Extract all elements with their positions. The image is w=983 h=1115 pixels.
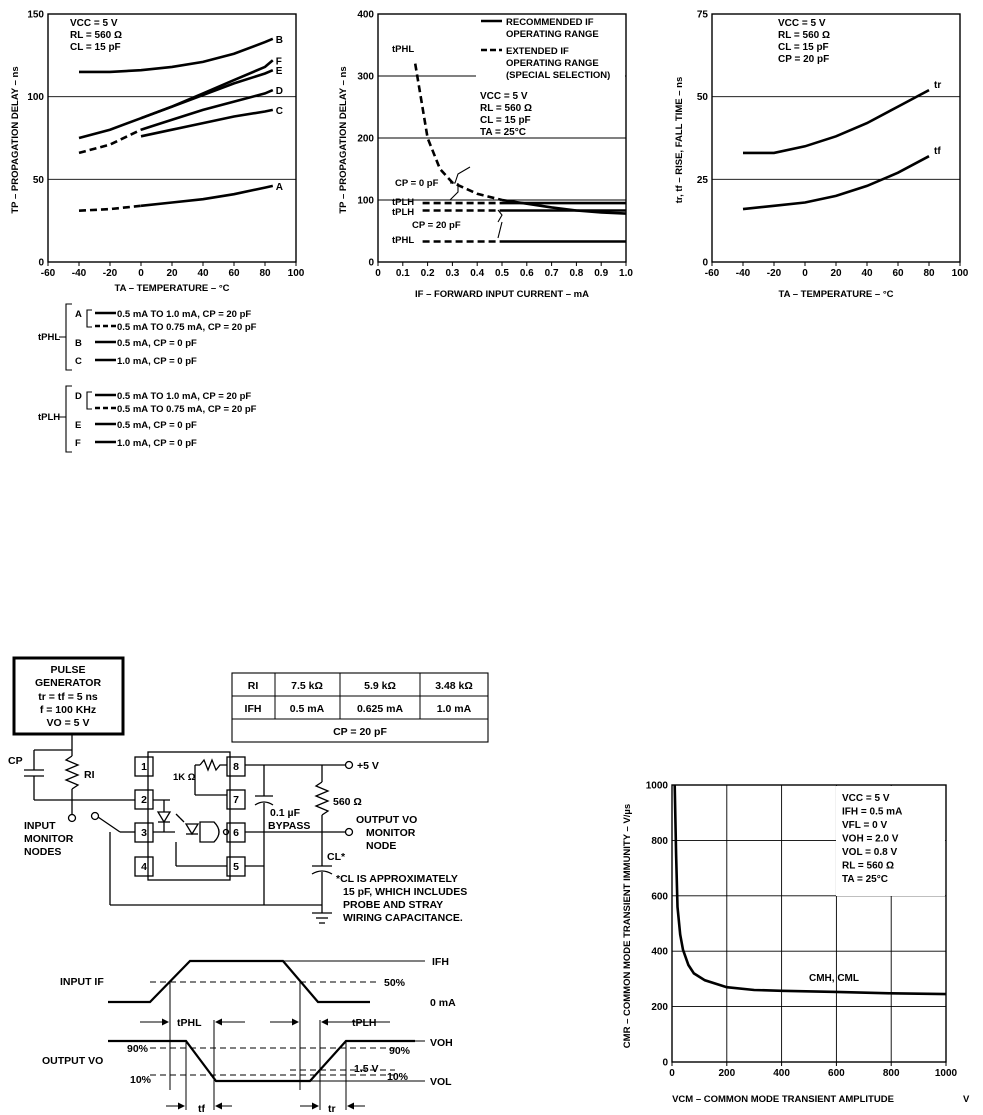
y-tick-label: 1000 [645,780,668,792]
test-circuit [8,658,488,924]
legend-text: 0.5 mA TO 1.0 mA, CP = 20 pF [117,391,252,402]
chart3-tick-labels [697,10,969,280]
x-tick-label: 80 [259,268,271,279]
curve-end-label: F [275,56,282,68]
chart1-x-axis-label: TA – TEMPERATURE – °C [114,283,230,294]
chart1-conditions [70,18,122,53]
x-tick-label: 0.9 [594,268,609,279]
chart4-x-axis-label: VCM – COMMON MODE TRANSIENT AMPLITUDE [672,1094,894,1105]
input-label-1: INPUT [24,820,56,832]
cp20-bracket [498,210,502,238]
curve-end-label: E [275,66,283,78]
series-tf-line [743,156,929,209]
vcc-node [346,762,353,769]
legend-text: 1.0 mA, CP = 0 pF [117,438,197,449]
condition-line: CP = 20 pF [778,54,830,65]
chart2-conditions [480,91,532,138]
x-tick-label: -20 [102,268,118,279]
output-label-3: NODE [366,840,397,852]
table-r-val-3: 3.48 kΩ [435,680,473,692]
x-tick-label: 0 [669,1068,675,1079]
legend-letter: C [75,356,82,367]
chart1-y-axis-label: TP – PROPAGATION DELAY – ns [10,66,21,214]
curve-legend-block [38,304,257,452]
y-tick-label: 400 [357,9,374,21]
chart-propagation-delay-vs-temperature [10,10,305,295]
condition-line: VCC = 5 V [70,18,118,29]
y-tick-label: 50 [32,174,44,186]
curve-label-tphl2: tPHL [392,235,415,246]
x-tick-label: 0 [138,268,144,279]
timing-10-left: 10% [130,1074,152,1086]
output-node [346,829,353,836]
x-tick-label: 0 [375,268,381,279]
timing-voh: VOH [430,1037,453,1049]
cp0-bracket [450,167,470,200]
y-tick-label: 100 [357,195,374,207]
x-tick-label: 0.1 [395,268,410,279]
cl-label: CL* [327,851,346,863]
input-label-3: NODES [24,846,62,858]
resistor-table [232,673,488,742]
y-tick-label: 0 [38,257,44,269]
legend-text: 0.5 mA, CP = 0 pF [117,338,197,349]
y-tick-label: 800 [651,835,668,847]
curve-end-label: A [275,181,283,193]
tplh-brace [66,386,72,452]
legend-text: 0.5 mA, CP = 0 pF [117,420,197,431]
curve-label-tplh1: tPLH [392,197,415,208]
timing-90-right: 90% [389,1045,411,1057]
pin-label: 8 [233,761,239,773]
table-i-val-3: 1.0 mA [436,703,472,715]
curve-end-label: tf [934,146,941,158]
table-i-val-2: 0.625 mA [356,703,404,715]
x-tick-label: 0.4 [470,268,485,279]
x-tick-label: 0.5 [495,268,509,279]
condition-line: RL = 560 Ω [778,30,831,41]
x-tick-label: -40 [71,268,87,279]
pin-label: 6 [233,827,239,839]
y-tick-label: 300 [357,71,374,83]
input-node-1 [69,815,76,822]
y-tick-label: 50 [696,92,708,104]
legend-letter: D [75,391,82,402]
timing-input-label: INPUT IF [60,976,104,988]
x-tick-label: 0.3 [445,268,460,279]
condition-line: TA = 25°C [842,874,888,885]
curve-end-label: D [275,86,283,98]
chart3-frame [712,14,960,262]
legend-tphl-label: tPHL [38,332,61,343]
timing-0ma: 0 mA [430,997,456,1009]
tphl-brace [66,304,72,370]
condition-line: CL = 15 pF [70,42,121,53]
legend-letter: F [75,438,81,449]
curve-end-label: B [275,34,283,46]
legend-extended-3: (SPECIAL SELECTION) [506,70,611,81]
curve-label-tplh2: tPLH [392,207,415,218]
input-label-2: MONITOR [24,833,74,845]
table-r-label: RI [247,680,259,692]
pulse-gen-line-1: PULSE [50,664,86,676]
condition-line: VFL = 0 V [842,820,888,831]
cp-label: CP [8,755,23,767]
condition-line: VOL = 0.8 V [842,847,898,858]
chart4-conditions [842,793,902,885]
y-tick-label: 100 [27,92,44,104]
timing-90-left: 90% [127,1043,149,1055]
legend-extended-2: OPERATING RANGE [506,58,599,69]
legend-text: 0.5 mA TO 1.0 mA, CP = 20 pF [117,309,252,320]
chart1-grid [48,97,296,266]
x-tick-label: 100 [951,268,969,279]
cap-label-2: BYPASS [268,820,311,832]
y-tick-label: 25 [696,174,708,186]
timing-diagram [42,956,456,1115]
chart3-x-axis-label: TA – TEMPERATURE – °C [778,289,894,300]
r1k-label: 1K Ω [173,772,196,783]
pulse-gen-line-5: VO = 5 V [46,717,90,729]
condition-line: CL = 15 pF [480,115,531,126]
input-node-2 [92,813,99,820]
chart4-y-axis-label: CMR – COMMON MODE TRANSIENT IMMUNITY – V/µs [622,803,633,1049]
series-a-solid [141,186,273,206]
x-tick-label: 20 [830,268,842,279]
timing-15v: 1.5 V [354,1063,379,1075]
x-tick-label: 600 [828,1068,845,1079]
x-tick-label: -40 [735,268,751,279]
chart3-y-axis-label: tr, tf – RISE, FALL TIME – ns [674,76,685,204]
r560-label: 560 Ω [333,796,362,808]
timing-output-label: OUTPUT VO [42,1055,104,1067]
y-tick-label: 150 [27,9,44,21]
x-tick-label: 60 [228,268,240,279]
chart-propagation-delay-vs-current [338,10,633,301]
legend-text: 0.5 mA TO 0.75 mA, CP = 20 pF [117,322,257,333]
output-label-2: MONITOR [366,827,416,839]
chart3-conditions [778,18,830,65]
pin-label: 5 [233,861,239,873]
legend-tplh-label: tPLH [38,412,61,423]
x-tick-label: 40 [197,268,209,279]
x-tick-label: 400 [773,1068,790,1079]
table-i-val-1: 0.5 mA [289,703,325,715]
x-tick-label: 200 [718,1068,736,1079]
note-line-1: *CL IS APPROXIMATELY [336,873,458,885]
table-r-val-1: 7.5 kΩ [291,680,323,692]
y-tick-label: 200 [651,1002,668,1014]
timing-50: 50% [384,977,406,989]
note-line-4: WIRING CAPACITANCE. [343,912,463,924]
condition-line: RL = 560 Ω [842,860,895,872]
y-tick-label: 0 [702,257,708,269]
y-tick-label: 75 [696,9,708,21]
x-tick-label: 1.0 [619,268,633,279]
condition-line: VCC = 5 V [842,793,890,804]
table-i-label: IFH [244,703,262,715]
legend-letter: B [75,338,82,349]
pin-label: 7 [233,794,239,806]
legend-letter: A [75,309,82,320]
note-line-2: 15 pF, WHICH INCLUDES [343,886,468,898]
chart2-y-axis-label: TP – PROPAGATION DELAY – ns [338,66,349,214]
curve-end-label: tr [934,80,942,92]
curve-label-cp20: CP = 20 pF [412,220,461,231]
pulse-gen-line-3: tr = tf = 5 ns [38,691,98,703]
x-tick-label: 1000 [934,1068,958,1079]
legend-letter: E [75,420,82,431]
x-tick-label: 0.7 [544,268,559,279]
x-tick-label: 60 [892,268,904,279]
condition-line: TA = 25°C [480,127,526,138]
x-tick-label: 0.2 [420,268,435,279]
x-tick-label: 800 [882,1068,900,1079]
timing-tphl: tPHL [177,1017,202,1029]
timing-tplh: tPLH [352,1017,377,1029]
table-footer: CP = 20 pF [333,726,387,738]
condition-line: VCC = 5 V [778,18,826,29]
chart-rise-fall-vs-temperature [674,10,969,301]
y-tick-label: 0 [368,257,374,269]
table-r-val-2: 5.9 kΩ [364,680,396,692]
x-tick-label: 20 [166,268,178,279]
chart1-series [79,35,283,211]
vplus-label: +5 V [357,760,379,772]
condition-line: IFH = 0.5 mA [842,806,903,818]
pin-label: 4 [141,861,147,873]
pin-label: 2 [141,794,147,806]
pin-label: 1 [141,761,147,773]
timing-tf: tf [198,1103,205,1115]
condition-line: VOH = 2.0 V [842,833,899,845]
series-d-dashed [79,130,141,153]
curve-end-label: C [275,105,283,117]
curve-label-cp0: CP = 0 pF [395,178,439,189]
condition-line: VCC = 5 V [480,91,528,102]
x-tick-label: -60 [704,268,720,279]
chart3-series [743,80,941,209]
x-tick-label: 80 [923,268,935,279]
curve-label: CMH, CML [809,973,859,985]
legend-text: 0.5 mA TO 0.75 mA, CP = 20 pF [117,404,257,415]
legend-extended: EXTENDED IF [506,46,569,57]
y-tick-label: 600 [651,891,668,903]
legend-text: 1.0 mA, CP = 0 pF [117,356,197,367]
note-line-3: PROBE AND STRAY [343,899,444,911]
condition-line: RL = 560 Ω [480,103,533,114]
y-tick-label: 400 [651,946,668,958]
output-label-1: OUTPUT VO [356,814,418,826]
chart4-x-unit: V [963,1094,970,1105]
chart1-tick-labels [27,10,304,280]
condition-line: RL = 560 Ω [70,30,123,41]
x-tick-label: -20 [766,268,782,279]
chart2-legend [476,15,625,83]
chart-cmr-vs-vcm [622,781,970,1106]
x-tick-label: 0 [802,268,808,279]
pulse-gen-line-4: f = 100 KHz [39,704,97,716]
x-tick-label: 100 [287,268,305,279]
x-tick-label: 0.6 [519,268,534,279]
chart3-grid [712,97,960,266]
timing-vol: VOL [430,1076,452,1088]
y-tick-label: 0 [662,1057,668,1069]
curve-label-tphl: tPHL [392,44,415,55]
ri-label: RI [84,769,95,781]
timing-tr: tr [328,1103,336,1115]
legend-rows [75,309,257,449]
legend-recommended-2: OPERATING RANGE [506,29,599,40]
timing-10-right: 10% [387,1071,409,1083]
pulse-gen-line-2: GENERATOR [34,677,102,689]
d-sub-brace [87,392,92,409]
cap-label-1: 0.1 µF [270,807,300,819]
condition-line: CL = 15 pF [778,42,829,53]
x-tick-label: 40 [861,268,873,279]
chart2-x-axis-label: IF – FORWARD INPUT CURRENT – mA [414,289,590,300]
y-tick-label: 200 [357,133,374,145]
series-a-dashed [79,206,141,211]
pin-label: 3 [141,827,147,839]
timing-ifh: IFH [432,956,449,968]
x-tick-label: -60 [40,268,56,279]
series-tr-line [743,90,929,153]
a-sub-brace [87,310,92,327]
x-tick-label: 0.8 [569,268,584,279]
legend-recommended: RECOMMENDED IF [506,17,594,28]
